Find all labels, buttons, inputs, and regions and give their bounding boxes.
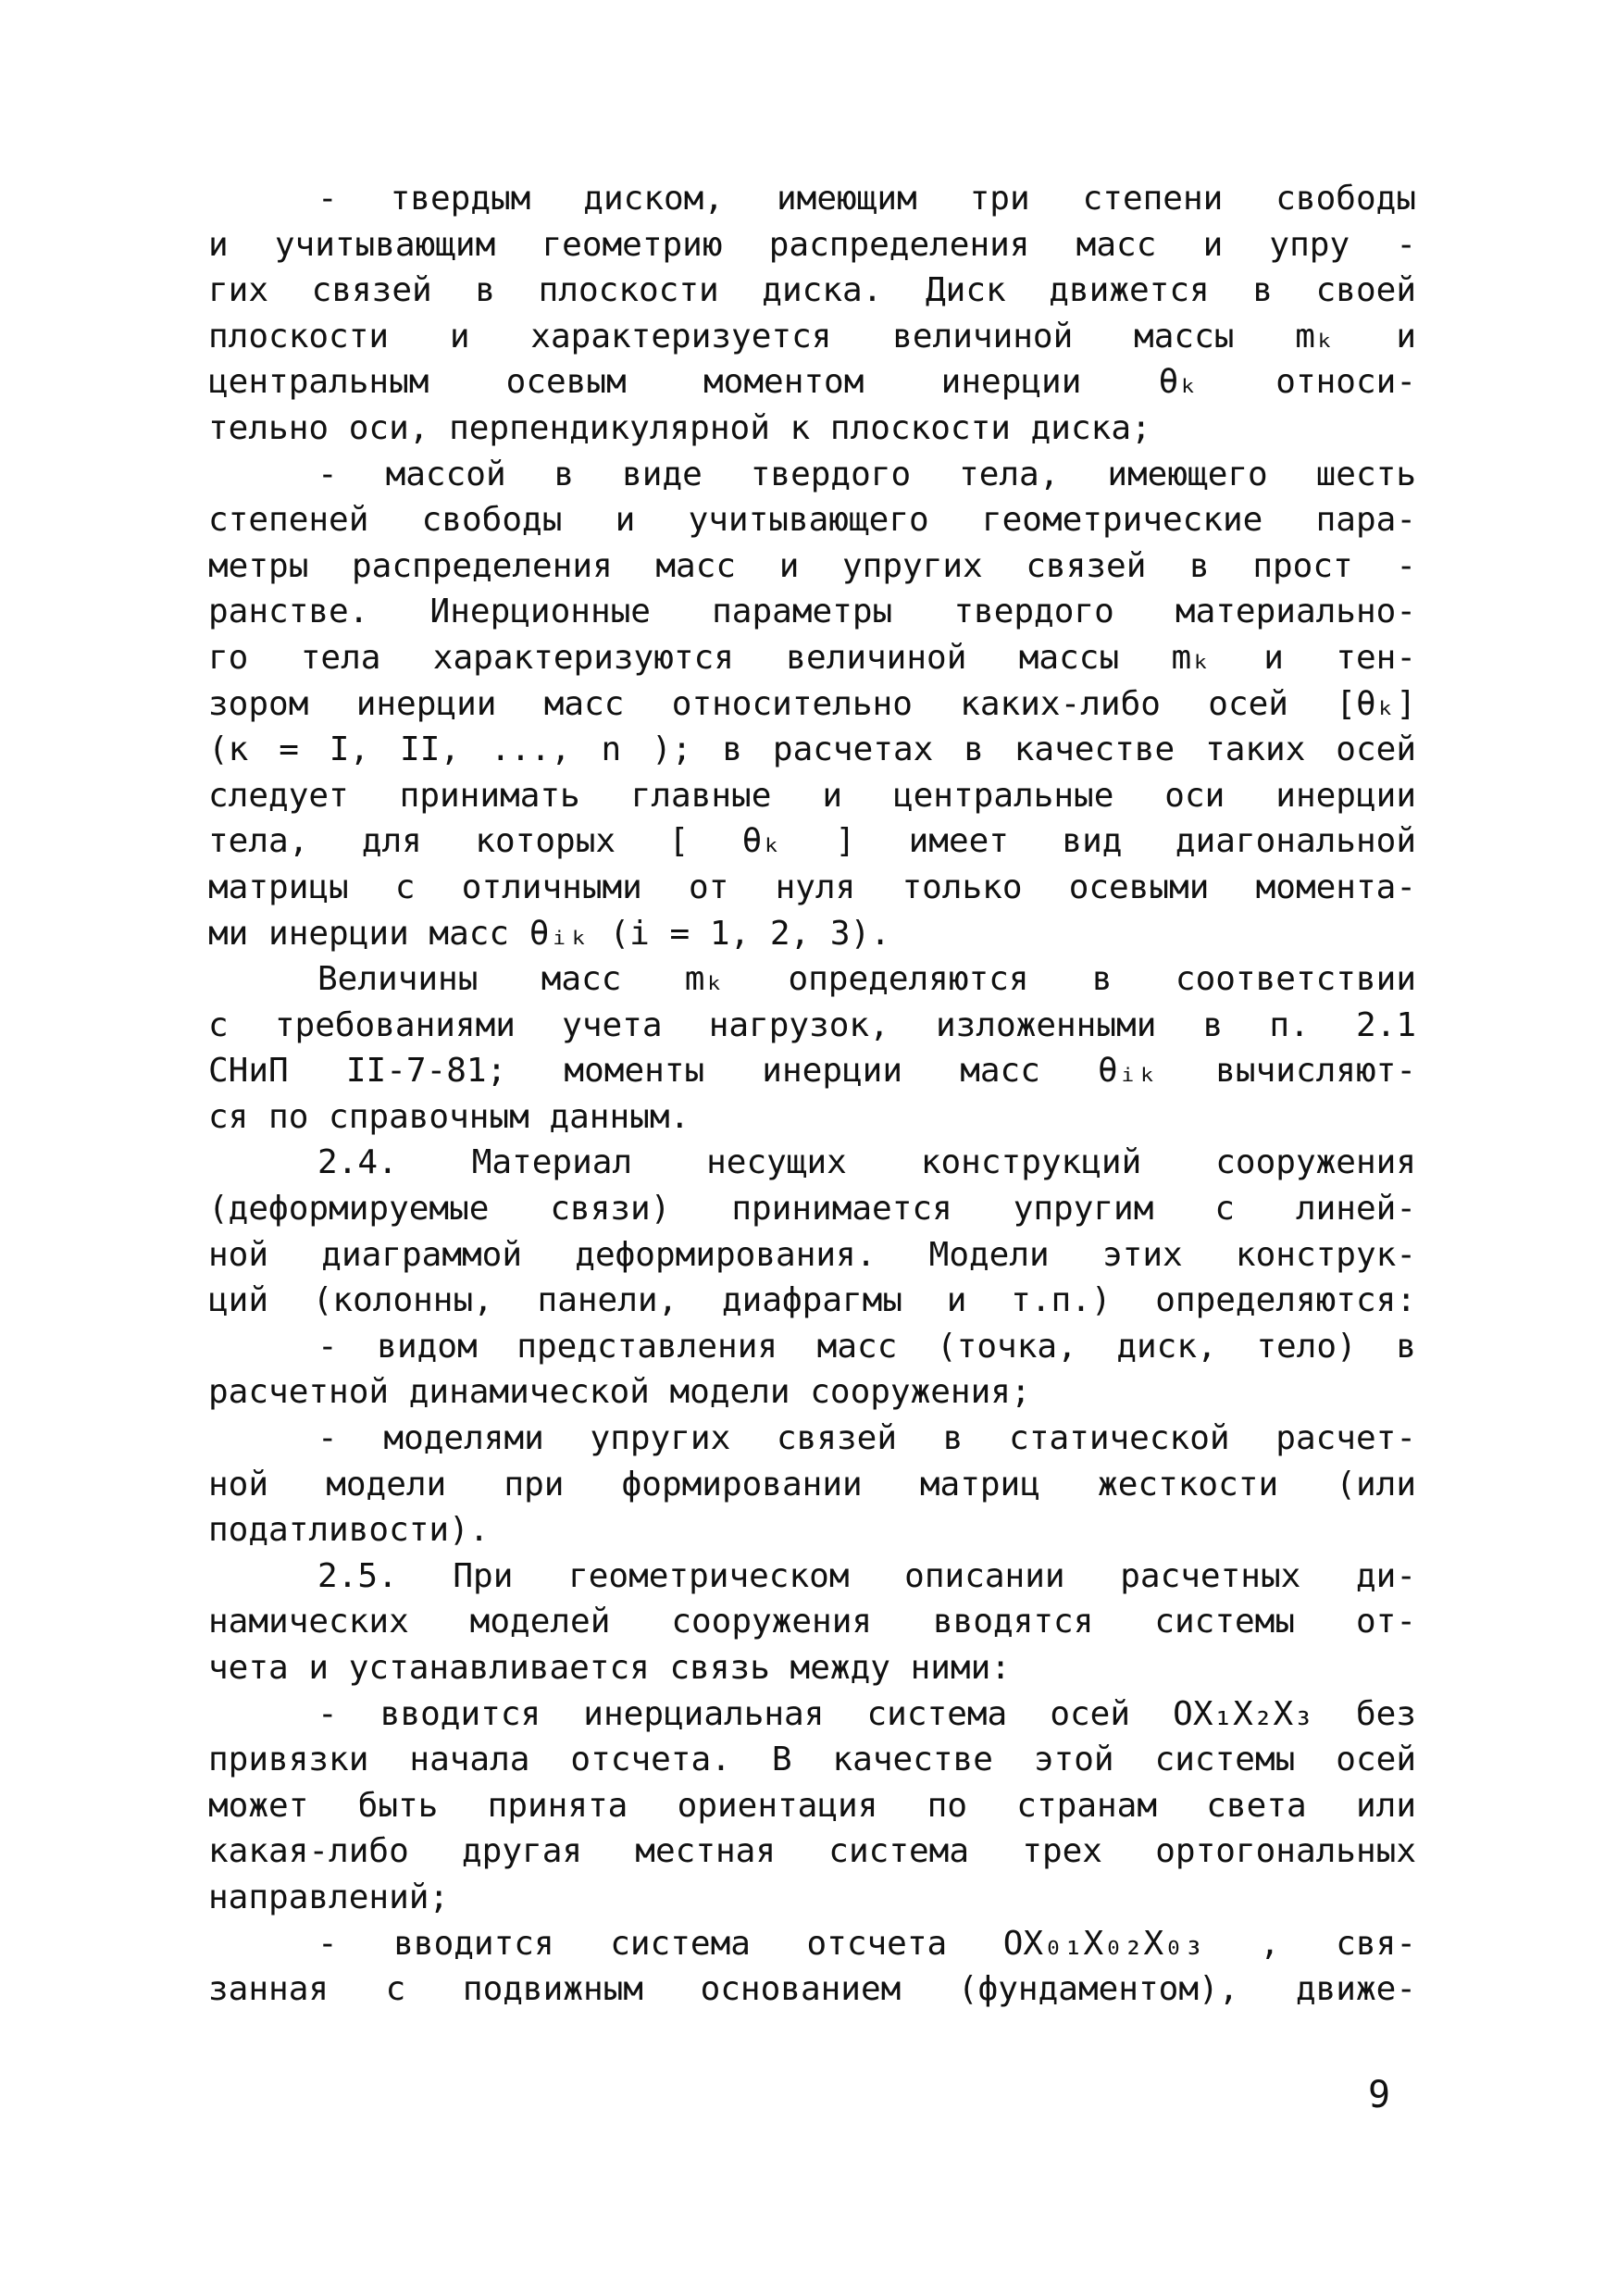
text-line: - вводится система отсчета OX₀₁X₀₂X₀₃ , свя- — [317, 1924, 1416, 1963]
text-line: (деформируемые связи) принимается упругим с линей- — [208, 1190, 1416, 1229]
text-line: ций (колонны, панели, диафрагмы и т.п.) определяются: — [208, 1281, 1416, 1320]
text-line: метры распределения масс и упругих связей в прост - — [208, 546, 1416, 585]
text-line: гих связей в плоскости диска. Диск движется в своей — [208, 271, 1416, 310]
text-line: ной модели при формировании матриц жесткости (или — [208, 1465, 1416, 1504]
text-line: намических моделей сооружения вводятся системы от- — [208, 1603, 1416, 1641]
text-line: 2.4. Материал несущих конструкций сооружения — [317, 1143, 1416, 1182]
text-line: зором инерции масс относительно каких-либо осей [θₖ] — [208, 684, 1416, 723]
text-line: расчетной динамической модели сооружения; — [208, 1373, 1031, 1412]
text-line: тельно оси, перпендикулярной к плоскости диска; — [208, 408, 1151, 447]
text-line: может быть принята ориентация по странам света или — [208, 1786, 1416, 1825]
text-line: ранстве. Инерционные параметры твердого материально- — [208, 593, 1416, 631]
text-line: центральным осевым моментом инерции θₖ относи- — [208, 363, 1416, 402]
text-line: 2.5. При геометрическом описании расчетных ди- — [317, 1556, 1416, 1595]
text-line: направлений; — [208, 1878, 450, 1916]
text-line: какая-либо другая местная система трех ортогональных — [208, 1832, 1416, 1871]
text-line: Величины масс mₖ определяются в соответствии — [317, 960, 1416, 999]
text-line: плоскости и характеризуется величиной массы mₖ и — [208, 317, 1416, 356]
page-number: 9 — [1368, 2074, 1391, 2116]
text-line: - моделями упругих связей в статической расчет- — [317, 1419, 1416, 1458]
text-line: степеней свободы и учитывающего геометрические пара- — [208, 501, 1416, 540]
text-line: ной диаграммой деформирования. Модели этих конструк- — [208, 1235, 1416, 1274]
text-line: занная с подвижным основанием (фундаментом), движе- — [208, 1970, 1416, 2009]
text-line: - твердым диском, имеющим три степени свободы — [317, 180, 1416, 218]
text-line: тела, для которых [ θₖ ] имеет вид диагональной — [208, 822, 1416, 861]
text-line: го тела характеризуются величиной массы mₖ и тен- — [208, 638, 1416, 677]
page-body — [208, 176, 1416, 2013]
text-line: ми инерции масс θᵢₖ (i = 1, 2, 3). — [208, 914, 890, 953]
text-line: и учитывающим геометрию распределения масс и упру - — [208, 225, 1416, 264]
text-line: следует принимать главные и центральные оси инерции — [208, 776, 1416, 815]
text-line: с требованиями учета нагрузок, изложенными в п. 2.1 — [208, 1005, 1416, 1044]
text-line: СНиП II-7-81; моменты инерции масс θᵢₖ вычисляют- — [208, 1052, 1416, 1091]
text-line: - вводится инерциальная система осей OX₁X₂X₃ без — [317, 1694, 1416, 1733]
text-line: (к = I, II, ..., n ); в расчетах в качестве таких осей — [208, 730, 1416, 769]
text-line: ся по справочным данным. — [208, 1097, 690, 1136]
text-line: податливости). — [208, 1511, 490, 1550]
text-line: чета и устанавливается связь между ними: — [208, 1649, 1011, 1687]
text-line: - видом представления масс (точка, диск, тело) в — [317, 1327, 1416, 1366]
text-line: - массой в виде твердого тела, имеющего шесть — [317, 455, 1416, 493]
text-line: матрицы с отличными от нуля только осевыми момента- — [208, 867, 1416, 906]
text-line: привязки начала отсчета. В качестве этой системы осей — [208, 1741, 1416, 1779]
